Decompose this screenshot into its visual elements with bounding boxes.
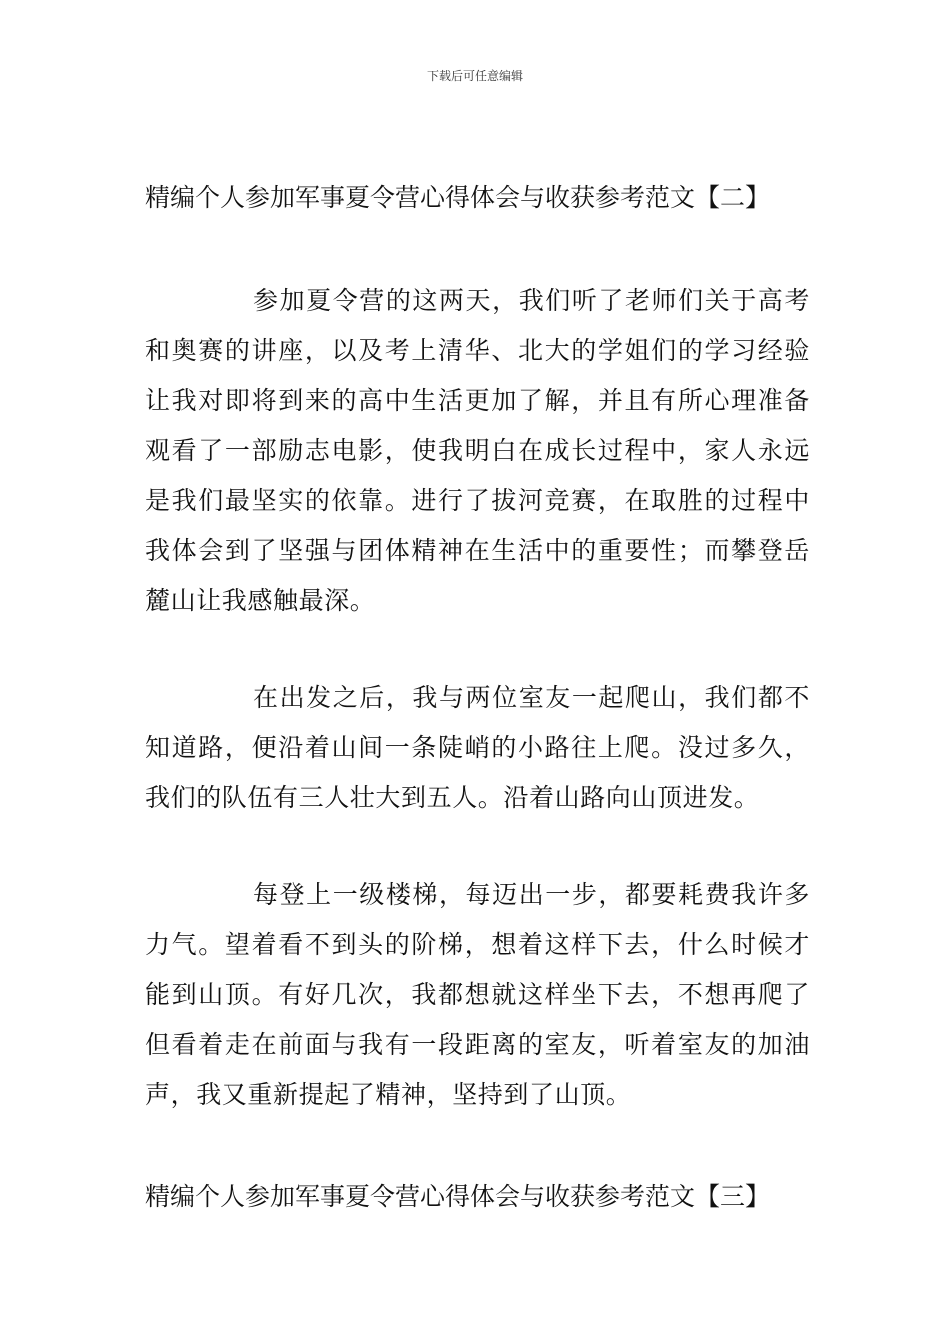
section-three-heading: 精编个人参加军事夏令营心得体会与收获参考范文【三】 xyxy=(145,1182,771,1211)
paragraph-3: 每登上一级楼梯，每迈出一步，都要耗费我许多力气。望着看不到头的阶梯，想着这样下去，什么时候才能到山顶。有好几次，我都想就这样坐下去，不想再爬了但看着走在前面与我有一段距离的室友，听着室友的加油声，我又重新提起了精神，坚持到了山顶。 xyxy=(145,880,810,1109)
section-two-heading: 精编个人参加军事夏令营心得体会与收获参考范文【二】 xyxy=(145,183,771,212)
header-note: 下载后可任意编辑 xyxy=(426,69,523,83)
paragraph-2: 在出发之后，我与两位室友一起爬山，我们都不知道路，便沿着山间一条陡峭的小路往上爬。没过多久，我们的队伍有三人壮大到五人。沿着山路向山顶进发。 xyxy=(145,683,810,812)
paragraph-1: 参加夏令营的这两天，我们听了老师们关于高考和奥赛的讲座，以及考上清华、北大的学姐们的学习经验让我对即将到来的高中生活更加了解，并且有所心理准备观看了一部励志电影，使我明白在成长过程中，家人永远是我们最坚实的依靠。进行了拔河竞赛，在取胜的过程中我体会到了坚强与团体精神在生活中的重要性；而攀登岳麓山让我感触最深。 xyxy=(145,286,810,615)
